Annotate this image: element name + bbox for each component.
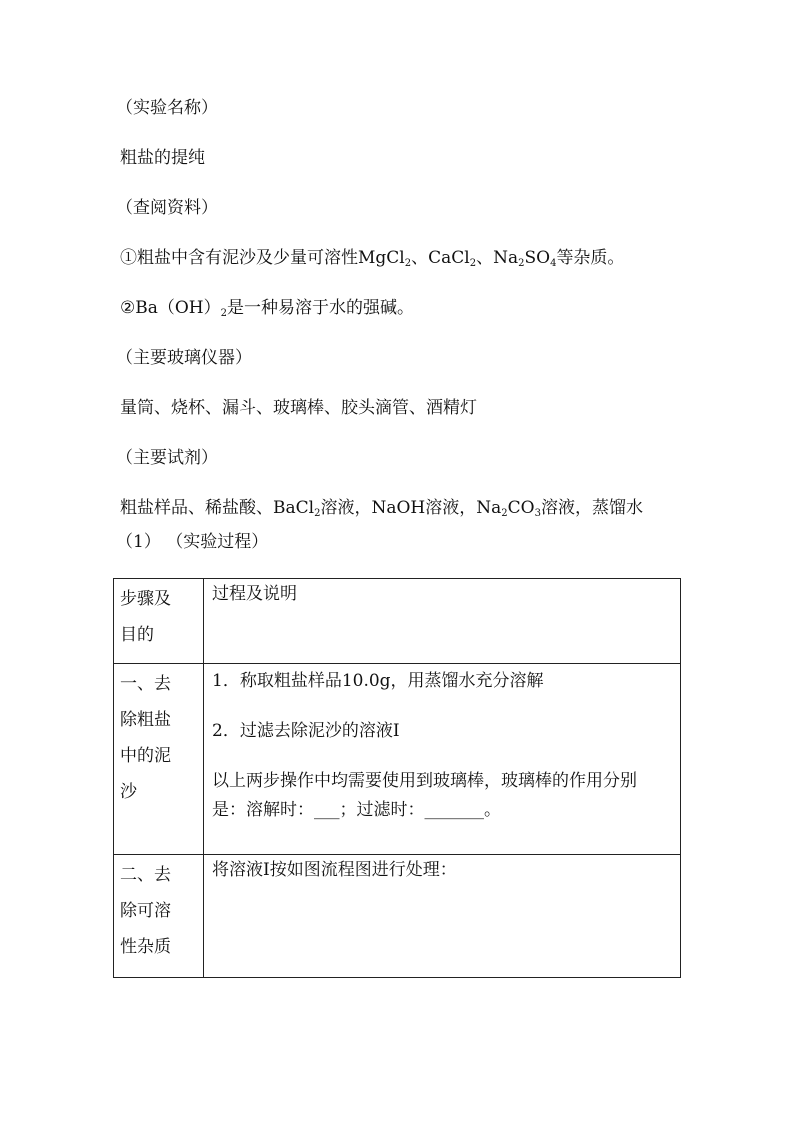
- process-table: [113, 578, 681, 978]
- experiment-name-header: （实验名称）: [116, 98, 218, 118]
- table-row: [114, 855, 681, 978]
- reagent-text: 粗盐样品、稀盐酸、BaCl$_2$溶液，NaOH溶液，$Na_2CO_3$溶液，蒸馏水: [120, 498, 643, 519]
- step-cell: 二、去 除可溶 性杂质: [114, 855, 204, 978]
- glassware-header: （主要玻璃仪器）: [116, 348, 252, 368]
- reagent-header: （主要试剂）: [116, 448, 218, 468]
- description-cell: 将溶液I按如图流程图进行处理：: [204, 855, 681, 978]
- experiment-name-text: 粗盐的提纯: [120, 148, 205, 168]
- table-header-step: 步骤及 目的: [114, 579, 204, 664]
- process-header: （1） （实验过程）: [116, 532, 269, 552]
- glassware-text: 量筒、烧杯、漏斗、玻璃棒、胶头滴管、酒精灯: [120, 398, 477, 418]
- reference-item-1: ①粗盐中含有泥沙及少量可溶性MgCl$_2$、CaCl$_2$、$Na_2SO_4$等杂质。: [120, 248, 625, 269]
- reference-item-2: $②Ba(OH)_2$是一种易溶于水的强碱。: [120, 298, 415, 319]
- description-cell: 1．称取粗盐样品10.0g，用蒸馏水充分溶解 2．过滤去除泥沙的溶液I 以上两步操作中均需要使用到玻璃棒，玻璃棒的作用分别 是：溶解时：___；过滤时：_______。: [204, 664, 681, 855]
- table-header-description: 过程及说明: [204, 579, 681, 664]
- table-header-row: [114, 579, 681, 664]
- table-row: [114, 664, 681, 855]
- reference-header: （查阅资料）: [116, 198, 218, 218]
- step-cell: 一、去 除粗盐 中的泥 沙: [114, 664, 204, 855]
